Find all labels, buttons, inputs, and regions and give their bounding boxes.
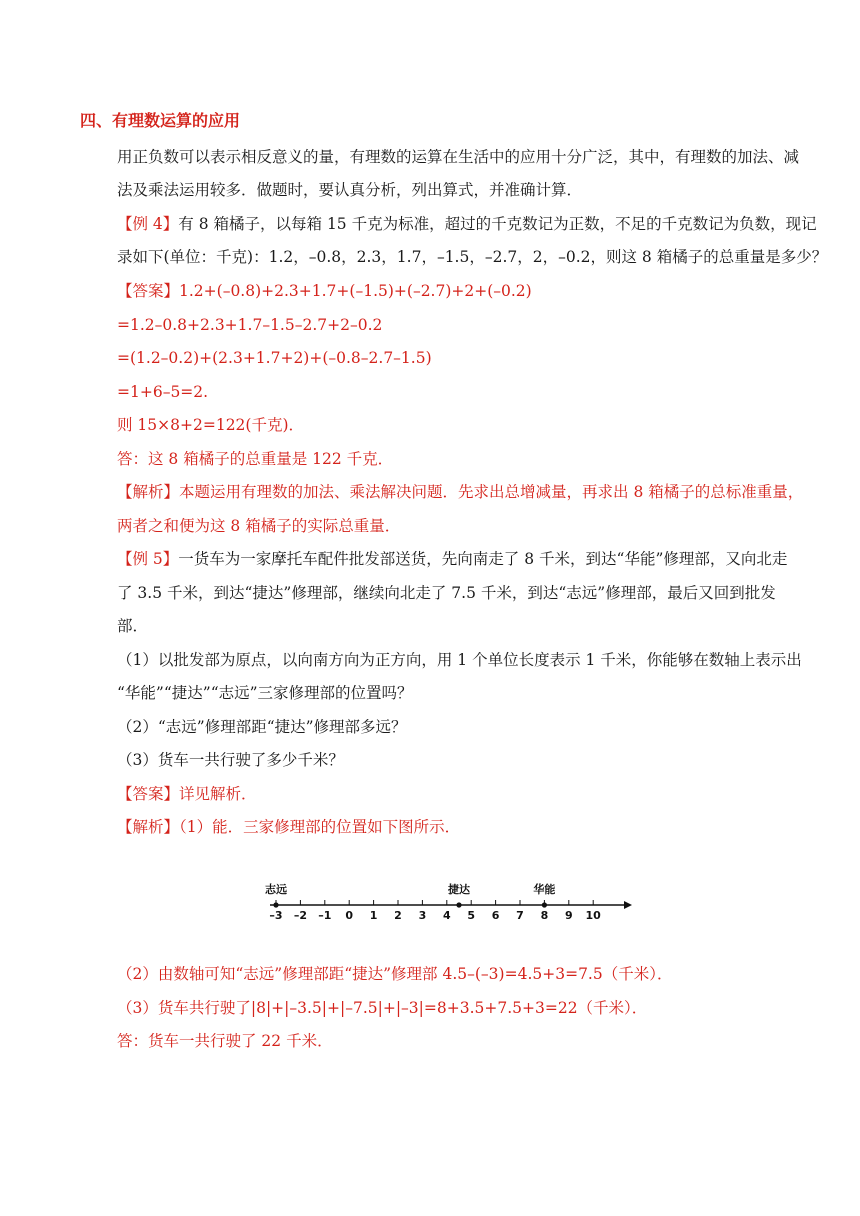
example4-answer-3: =(1.2–0.2)+(2.3+1.7+2)+(–0.8–2.7–1.5) [117,349,432,367]
example4-answer-5: 则 15×8+2=122(千克)． [117,416,305,434]
example4-answer-4: =1+6–5=2. [117,383,209,401]
example5-analysis-tag: 【解析】 [117,818,180,836]
example5-final-answer: 答：货车一共行驶了 22 千米． [117,1032,333,1050]
intro-text-2: 法及乘法运用较多．做题时，要认真分析，列出算式，并准确计算． [117,181,583,199]
example4-answer-tag: 【答案】 [117,282,180,300]
example4-text-2: 录如下(单位：千克)：1.2，–0.8，2.3，1.7，–1.5，–2.7，2，–0.2，则这 8 箱橘子的总重量是多少？ [117,248,828,266]
location-point [456,902,461,907]
example4-line-1 [117,214,817,234]
example5-answer-line [117,784,790,804]
example5-q2: （2）“志远”修理部距“捷达”修理部多远？ [117,718,407,736]
intro-line-2 [117,180,790,200]
example4-text-1: 有 8 箱橘子，以每箱 15 千克为标准，超过的千克数记为正数，不足的千克数记为负数，现记 [178,215,817,233]
example5-text-1: 一货车为一家摩托车配件批发部送货，先向南走了 8 千米，到达“华能”修理部，又向北走 [178,550,788,568]
location-label: 志远 [265,883,287,896]
location-point [542,902,547,907]
location-label: 捷达 [448,883,470,896]
example4-tag: 【例 4】 [117,215,179,233]
example5-text-3: 部． [117,617,149,635]
tick-label: 2 [394,909,402,922]
tick-label: 7 [516,909,524,922]
tick-label: –3 [269,909,283,922]
example5-tag: 【例 5】 [117,550,179,568]
example5-solution-3: （3）货车共行驶了|8|+|–3.5|+|–7.5|+|–3|=8+3.5+7.5+3=22（千米）． [117,999,648,1017]
example4-line-2 [117,247,828,267]
tick-label: 0 [345,909,354,922]
intro-line-1 [117,147,800,167]
example4-answer-6: 答：这 8 箱橘子的总重量是 122 千克． [117,450,394,468]
example5-q3: （3）货车一共行驶了多少千米？ [117,751,344,769]
tick-label: 3 [418,909,427,922]
tick-label: 5 [467,909,476,922]
example5-q1-line-1: （1）以批发部为原点，以向南方向为正方向，用 1 个单位长度表示 1 千米，你能够在数轴上表示出 [117,651,802,669]
example5-text-2: 了 3.5 千米，到达“捷达”修理部，继续向北走了 7.5 千米，到达“志远”修理部，最后又回到批发 [117,584,776,602]
intro-text-1: 用正负数可以表示相反意义的量，有理数的运算在生活中的应用十分广泛，其中，有理数的加法、减 [117,148,800,166]
tick-label: –1 [318,909,332,922]
number-line-svg [265,872,634,924]
number-line-figure [265,872,634,924]
example4-answer-1: 1.2+(–0.8)+2.3+1.7+(–1.5)+(–2.7)+2+(–0.2) [179,282,532,300]
location-point [273,902,278,907]
tick-label: 9 [564,909,573,922]
example5-answer: 详见解析． [179,785,257,803]
example4-answer-line-1 [117,281,790,301]
tick-label: –2 [293,909,307,922]
example4-analysis-1: 本题运用有理数的加法、乘法解决问题．先求出总增减量，再求出 8 箱橘子的总标准重量， [179,483,804,501]
example5-line-1 [117,549,790,569]
example5-analysis: （1）能．三家修理部的位置如下图所示． [179,818,461,836]
example5-solution-2: （2）由数轴可知“志远”修理部距“捷达”修理部 4.5–(–3)=4.5+3=7.5（千米）． [117,965,673,983]
example5-q1-line-2: “华能”“捷达”“志远”三家修理部的位置吗？ [117,684,413,702]
example4-answer-2: =1.2–0.8+2.3+1.7–1.5–2.7+2–0.2 [117,316,383,334]
example4-analysis-2: 两者之和便为这 8 箱橘子的实际总重量． [117,517,401,535]
tick-label: 10 [585,909,601,922]
axis-arrow [624,901,632,909]
example5-answer-tag: 【答案】 [117,785,180,803]
tick-label: 6 [491,909,500,922]
example4-analysis-tag: 【解析】 [117,483,180,501]
location-label: 华能 [533,883,556,896]
example5-analysis-line [117,817,790,837]
tick-label: 8 [540,909,549,922]
tick-label: 4 [442,909,451,922]
example4-analysis-line-1 [117,482,804,502]
section-heading: 四、有理数运算的应用 [80,111,241,130]
tick-label: 1 [369,909,378,922]
